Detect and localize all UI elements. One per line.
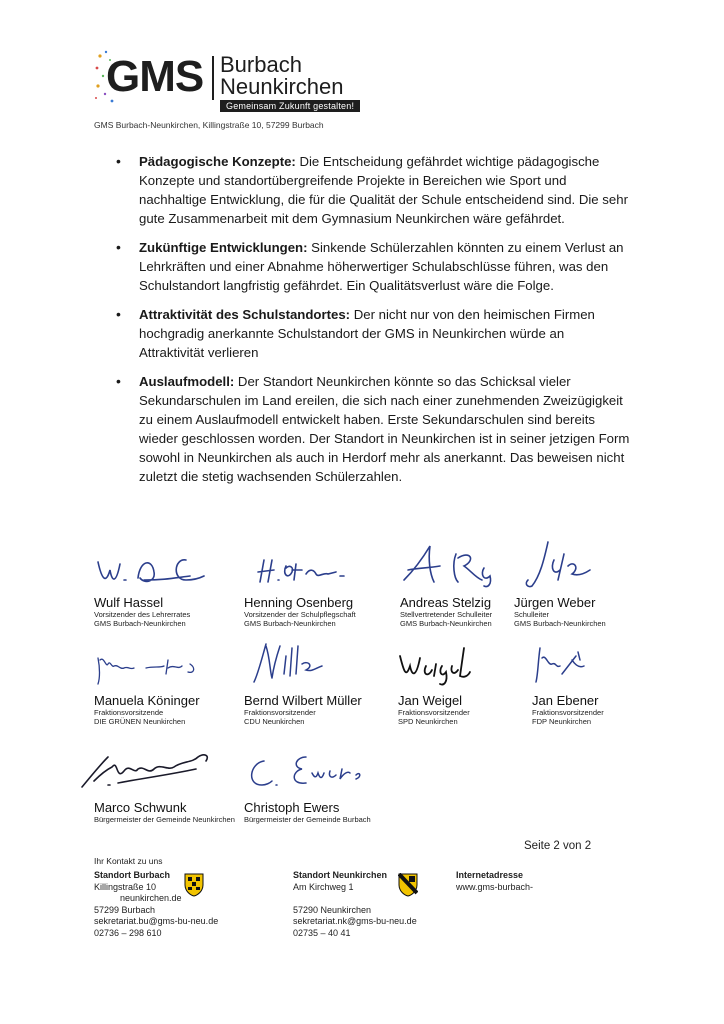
signatory-role: Vorsitzender der Schulpflegschaft	[244, 610, 356, 619]
neunkirchen-crest-icon	[398, 873, 418, 897]
signatory-name: Wulf Hassel	[94, 595, 164, 610]
signatory-role: Fraktionsvorsitzende	[94, 708, 164, 717]
logo-line-2: Neunkirchen	[220, 74, 344, 99]
logo-line-1: Burbach	[220, 52, 302, 77]
signature-block	[244, 745, 414, 824]
handwritten-signature	[244, 638, 364, 688]
signatory-role: Fraktionsvorsitzender	[398, 708, 470, 717]
signatory-role: Stellvertretender Schulleiter	[400, 610, 493, 619]
contact-phone: 02736 – 298 610	[94, 927, 162, 938]
contact-phone: 02735 – 40 41	[293, 927, 351, 938]
handwritten-signature	[244, 745, 404, 795]
burbach-crest-icon	[184, 873, 204, 897]
bullet-title: Pädagogische Konzepte:	[139, 154, 296, 169]
contact-email[interactable]: sekretariat.bu@gms-bu-neu.de	[94, 916, 219, 926]
contact-label: Ihr Kontakt zu uns	[94, 856, 163, 866]
signatory-role: Vorsitzender des Lehrerrates	[94, 610, 191, 619]
signatory-name: Manuela Köninger	[94, 693, 200, 708]
logo-tagline: Gemeinsam Zukunft gestalten!	[220, 100, 360, 112]
bullet-text: Die Entscheidung gefährdet wichtige pädagogische Konzepte und standortübergreifende Projekte in Bereichen wie Sport und nachhaltige Entwicklung, die für die Qualität der Schule entscheidend sind. Die sehr gute Zusammenarbeit mit dem Gymnasium Neunkirchen wäre gefährdet.	[139, 154, 628, 226]
signature-block	[514, 540, 664, 628]
signatory-organization: DIE GRÜNEN Neunkirchen	[94, 717, 186, 726]
bullet-title: Attraktivität des Schulstandortes:	[139, 307, 351, 322]
logo-divider	[212, 56, 214, 100]
handwritten-signature	[398, 638, 518, 688]
signature-block	[532, 638, 682, 726]
bullet-text: Sinkende Schülerzahlen könnten zu einem Verlust an Lehrkräften und einer Abnahme höherwertiger Schulabschlüsse führen, was den Schulstandort langfristig gefährdet. Ein Qualitätsverlust wäre die Folge.	[139, 240, 624, 293]
school-logo	[94, 46, 364, 116]
signatory-organization: GMS Burbach-Neunkirchen	[514, 619, 606, 628]
list-item	[112, 372, 632, 486]
contact-city: 57299 Burbach	[94, 904, 156, 915]
logo-abbreviation: GMS	[106, 52, 204, 101]
sender-address-line: GMS Burbach-Neunkirchen, Killingstraße 10, 57299 Burbach	[94, 120, 324, 130]
list-item	[112, 305, 632, 362]
signatory-role: Bürgermeister der Gemeinde Neunkirchen	[94, 815, 235, 824]
signatory-name: Jan Weigel	[398, 693, 463, 708]
signatory-name: Jürgen Weber	[514, 595, 596, 610]
signatory-name: Marco Schwunk	[94, 800, 187, 815]
signature-block	[398, 638, 548, 726]
signatory-organization: GMS Burbach-Neunkirchen	[94, 619, 186, 628]
contact-email[interactable]: sekretariat.nk@gms-bu-neu.de	[293, 916, 417, 926]
contact-title: Standort Burbach	[94, 870, 171, 880]
handwritten-signature	[532, 638, 642, 688]
handwritten-signature	[78, 745, 238, 795]
signatory-organization: GMS Burbach-Neunkirchen	[244, 619, 336, 628]
signatory-organization: FDP Neunkirchen	[532, 717, 592, 726]
signatory-organization: CDU Neunkirchen	[244, 717, 305, 726]
list-item	[112, 152, 632, 228]
handwritten-signature	[400, 540, 520, 590]
signatory-name: Henning Osenberg	[244, 595, 354, 610]
contact-street: Killingstraße 10	[94, 881, 157, 892]
signatory-role: Fraktionsvorsitzender	[244, 708, 316, 717]
contact-street: Am Kirchweg 1	[293, 881, 354, 892]
handwritten-signature	[514, 540, 624, 590]
contact-city: 57290 Neunkirchen	[293, 904, 372, 915]
argument-list	[112, 152, 632, 496]
handwritten-signature	[94, 540, 214, 590]
handwritten-signature	[244, 540, 364, 590]
bullet-title: Zukünftige Entwicklungen:	[139, 240, 308, 255]
web-address-continuation: neunkirchen.de	[120, 893, 182, 903]
signatory-role: Bürgermeister der Gemeinde Burbach	[244, 815, 371, 824]
contact-web	[456, 870, 533, 893]
bullet-text: Der Standort Neunkirchen könnte so das Schicksal vieler Sekundarschulen im Land ereilen, die sich nach einer zunehmenden Zweizügigkeit zu einem Auslaufmodell entwickelt haben. Erste Sekundarschulen sind bereits wieder geschlossen worden. Der Standort in Neunkirchen ist in seiner jetzigen Form sowohl in Neunkirchen als auch in Herdorf mehr als anerkannt. Das beweisen nicht zuletzt die stetig wachsenden Schülerzahlen.	[139, 374, 630, 484]
signatory-name: Bernd Wilbert Müller	[244, 693, 362, 708]
list-item	[112, 238, 632, 295]
signatory-organization: SPD Neunkirchen	[398, 717, 458, 726]
signatory-name: Andreas Stelzig	[400, 595, 492, 610]
bullet-title: Auslaufmodell:	[139, 374, 235, 389]
signatory-role: Fraktionsvorsitzender	[532, 708, 604, 717]
signature-block	[78, 745, 243, 824]
handwritten-signature	[94, 638, 224, 688]
signatory-name: Christoph Ewers	[244, 800, 340, 815]
signature-block	[94, 638, 244, 726]
signature-block	[244, 638, 394, 726]
web-address[interactable]: www.gms-burbach-	[456, 881, 534, 892]
page-number: Seite 2 von 2	[524, 840, 592, 852]
contact-title: Standort Neunkirchen	[293, 870, 388, 880]
signatory-organization: GMS Burbach-Neunkirchen	[400, 619, 492, 628]
bullet-text: Der nicht nur von den heimischen Firmen hochgradig anerkannte Schulstandort der GMS in Neunkirchen würde an Attraktivität verlieren	[139, 307, 595, 360]
signature-block	[94, 540, 244, 628]
contact-title: Internetadresse	[456, 870, 524, 880]
signature-block	[244, 540, 394, 628]
signatory-role: Schulleiter	[514, 610, 550, 619]
signatory-name: Jan Ebener	[532, 693, 599, 708]
